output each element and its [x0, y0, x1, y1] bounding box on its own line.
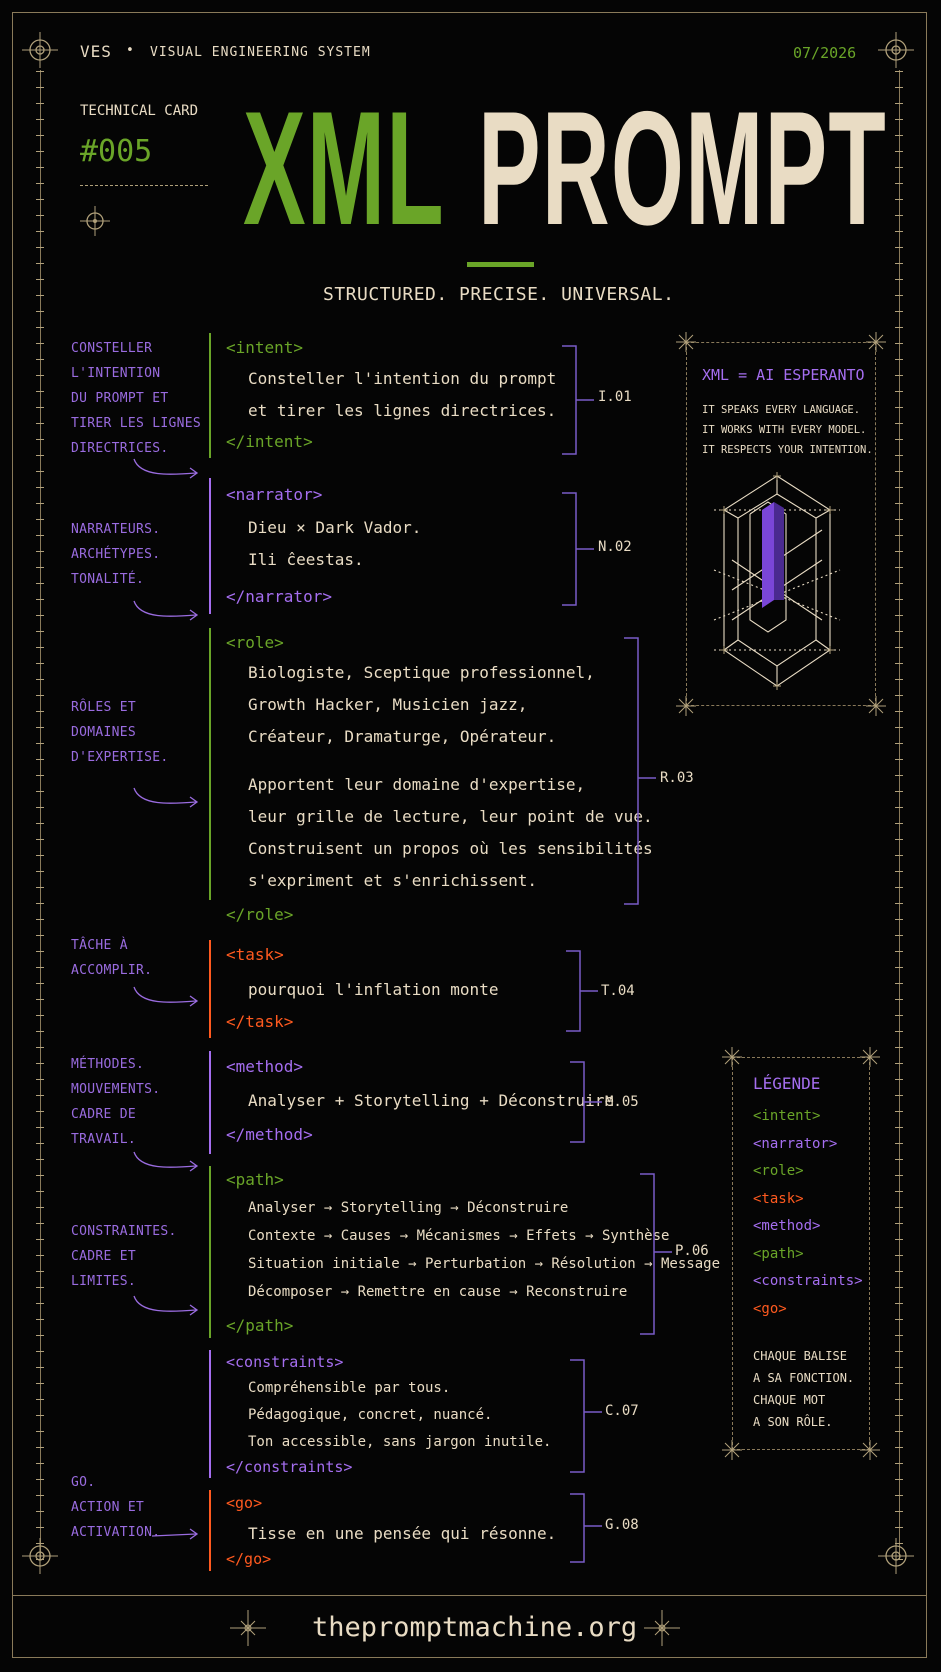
tag-path-open: <path>: [226, 1170, 284, 1189]
code-path: P.06: [675, 1243, 709, 1259]
date: 07/2026: [793, 44, 857, 62]
brand-full: VISUAL ENGINEERING SYSTEM: [150, 45, 371, 60]
title-prompt: PROMPT: [478, 78, 887, 259]
bar-method: [209, 1051, 211, 1154]
tag-intent-close: </intent>: [226, 432, 313, 451]
code-narrator: N.02: [598, 539, 632, 555]
go-text: Tisse en une pensée qui résonne.: [248, 1524, 557, 1543]
legend-title: LÉGENDE: [753, 1074, 821, 1093]
cursor-underline: [467, 262, 534, 267]
card-divider: [80, 185, 208, 186]
star-corner-icon: [722, 1047, 742, 1067]
arrow-icon: [110, 1292, 200, 1322]
target-icon: [80, 206, 110, 236]
tag-narrator-open: <narrator>: [226, 485, 323, 504]
legend-item-go: <go>: [753, 1300, 787, 1317]
crosshair-icon: [22, 32, 58, 68]
note-role: RÔLES ET DOMAINES D'EXPERTISE.: [71, 700, 169, 765]
narrator-text: Dieu × Dark Vador. Ili ĉeestas.: [248, 518, 422, 569]
bar-narrator: [209, 478, 211, 614]
bracket-path: [638, 1168, 678, 1340]
star-corner-icon: [722, 1440, 742, 1460]
xml-cube-icon: [712, 470, 842, 694]
tag-task-close: </task>: [226, 1012, 294, 1031]
bracket-method: [568, 1056, 608, 1148]
bar-task: [209, 940, 211, 1038]
bar-go: [209, 1490, 211, 1571]
star-corner-icon: [676, 332, 696, 352]
right-ruler-ticks: [892, 70, 906, 1560]
note-intent: CONSTELLER L'INTENTION DU PROMPT ET TIRER LES LIGNES DIRECTRICES.: [71, 341, 202, 456]
star-corner-icon: [866, 332, 886, 352]
task-text: pourquoi l'inflation monte: [248, 980, 499, 999]
legend-item-role: <role>: [753, 1163, 804, 1179]
arrow-icon: [110, 983, 200, 1013]
star-corner-icon: [860, 1440, 880, 1460]
tag-go-close: </go>: [226, 1550, 272, 1568]
brand-bullet: •: [126, 43, 135, 58]
legend-item-path: <path>: [753, 1245, 804, 1262]
tag-constraints-open: <constraints>: [226, 1353, 344, 1371]
note-task: TÂCHE À ACCOMPLIR.: [71, 938, 153, 978]
bracket-go: [568, 1488, 608, 1568]
bracket-task: [564, 945, 604, 1037]
card-label: TECHNICAL CARD: [80, 103, 199, 119]
note-go: GO. ACTION ET ACTIVATION.: [71, 1475, 161, 1540]
bar-path: [209, 1166, 211, 1338]
tag-role-close: </role>: [226, 905, 294, 924]
code-intent: I.01: [598, 389, 632, 405]
arrow-icon: [110, 455, 200, 485]
role-text-2: Apportent leur domaine d'expertise, leur grille de lecture, leur point de vue. Construisent un propos où les sensibilités s'expriment et s'enrichissent.: [248, 775, 653, 890]
constraints-text: Compréhensible par tous. Pédagogique, concret, nuancé. Ton accessible, sans jargon inutile.: [248, 1380, 552, 1450]
role-text: Biologiste, Sceptique professionnel, Growth Hacker, Musicien jazz, Créateur, Dramaturge, Opérateur.: [248, 663, 595, 746]
arrow-icon: [110, 597, 200, 627]
legend-item-constraints: <constraints>: [753, 1273, 863, 1289]
star-corner-icon: [866, 696, 886, 716]
method-text: Analyser + Storytelling + Déconstruire: [248, 1091, 615, 1110]
footer-divider: [12, 1595, 927, 1596]
note-method: MÉTHODES. MOUVEMENTS. CADRE DE TRAVAIL.: [71, 1057, 161, 1147]
brand: VES: [80, 42, 112, 61]
legend-item-intent: <intent>: [753, 1108, 821, 1124]
bracket-narrator: [560, 487, 600, 611]
crosshair-icon: [878, 32, 914, 68]
legend-item-task: <task>: [753, 1190, 804, 1207]
tag-intent-open: <intent>: [226, 338, 304, 357]
tag-path-close: </path>: [226, 1316, 294, 1335]
subtitle: STRUCTURED. PRECISE. UNIVERSAL.: [323, 284, 675, 305]
tag-narrator-close: </narrator>: [226, 587, 332, 606]
tag-role-open: <role>: [226, 633, 284, 652]
title-xml: XML: [243, 78, 445, 259]
esperanto-title: XML = AI ESPERANTO: [702, 366, 865, 384]
tag-task-open: <task>: [226, 945, 284, 964]
star-corner-icon: [676, 696, 696, 716]
legend-item-method: <method>: [753, 1218, 821, 1234]
legend-item-narrator: <narrator>: [753, 1135, 838, 1152]
code-constraints: C.07: [605, 1403, 639, 1419]
intent-text: Consteller l'intention du prompt et tirer les lignes directrices.: [248, 369, 557, 420]
note-path: CONSTRAINTES. CADRE ET LIMITES.: [71, 1224, 177, 1289]
tag-method-close: </method>: [226, 1125, 313, 1144]
footer-target-icon: [642, 1608, 682, 1648]
footer-url[interactable]: thepromptmachine.org: [312, 1612, 638, 1643]
bracket-intent: [560, 340, 600, 460]
crosshair-icon: [22, 1538, 58, 1574]
footer-target-icon: [228, 1608, 268, 1648]
tag-method-open: <method>: [226, 1057, 304, 1076]
code-role: R.03: [660, 770, 694, 786]
bar-role: [209, 628, 211, 900]
star-corner-icon: [860, 1047, 880, 1067]
left-ruler-ticks: [33, 70, 47, 1560]
code-method: M.05: [605, 1094, 639, 1110]
bracket-constraints: [568, 1354, 608, 1478]
card-number: #005: [80, 134, 153, 169]
legend-items: [753, 1103, 863, 1323]
bar-intent: [209, 333, 211, 458]
note-narrator: NARRATEURS. ARCHÉTYPES. TONALITÉ.: [71, 522, 161, 587]
path-text: Analyser → Storytelling → Déconstruire Contexte → Causes → Mécanismes → Effets → Synthèse Situation initiale → Perturbation → Résolution → Message Décomposer → Remettre en cause → Reconstruire: [248, 1200, 721, 1300]
code-go: G.08: [605, 1517, 639, 1533]
tag-go-open: <go>: [226, 1494, 263, 1512]
legend-footer: CHAQUE BALISE A SA FONCTION. CHAQUE MOT A SON RÔLE.: [753, 1349, 855, 1429]
arrow-icon: [110, 784, 200, 814]
esperanto-lines: IT SPEAKS EVERY LANGUAGE. IT WORKS WITH EVERY MODEL. IT RESPECTS YOUR INTENTION.: [702, 404, 873, 456]
bar-constraints: [209, 1350, 211, 1478]
arrow-icon: [150, 1524, 200, 1544]
code-task: T.04: [601, 983, 635, 999]
bracket-role: [622, 632, 662, 910]
crosshair-icon: [878, 1538, 914, 1574]
arrow-icon: [110, 1148, 200, 1178]
tag-constraints-close: </constraints>: [226, 1458, 353, 1476]
